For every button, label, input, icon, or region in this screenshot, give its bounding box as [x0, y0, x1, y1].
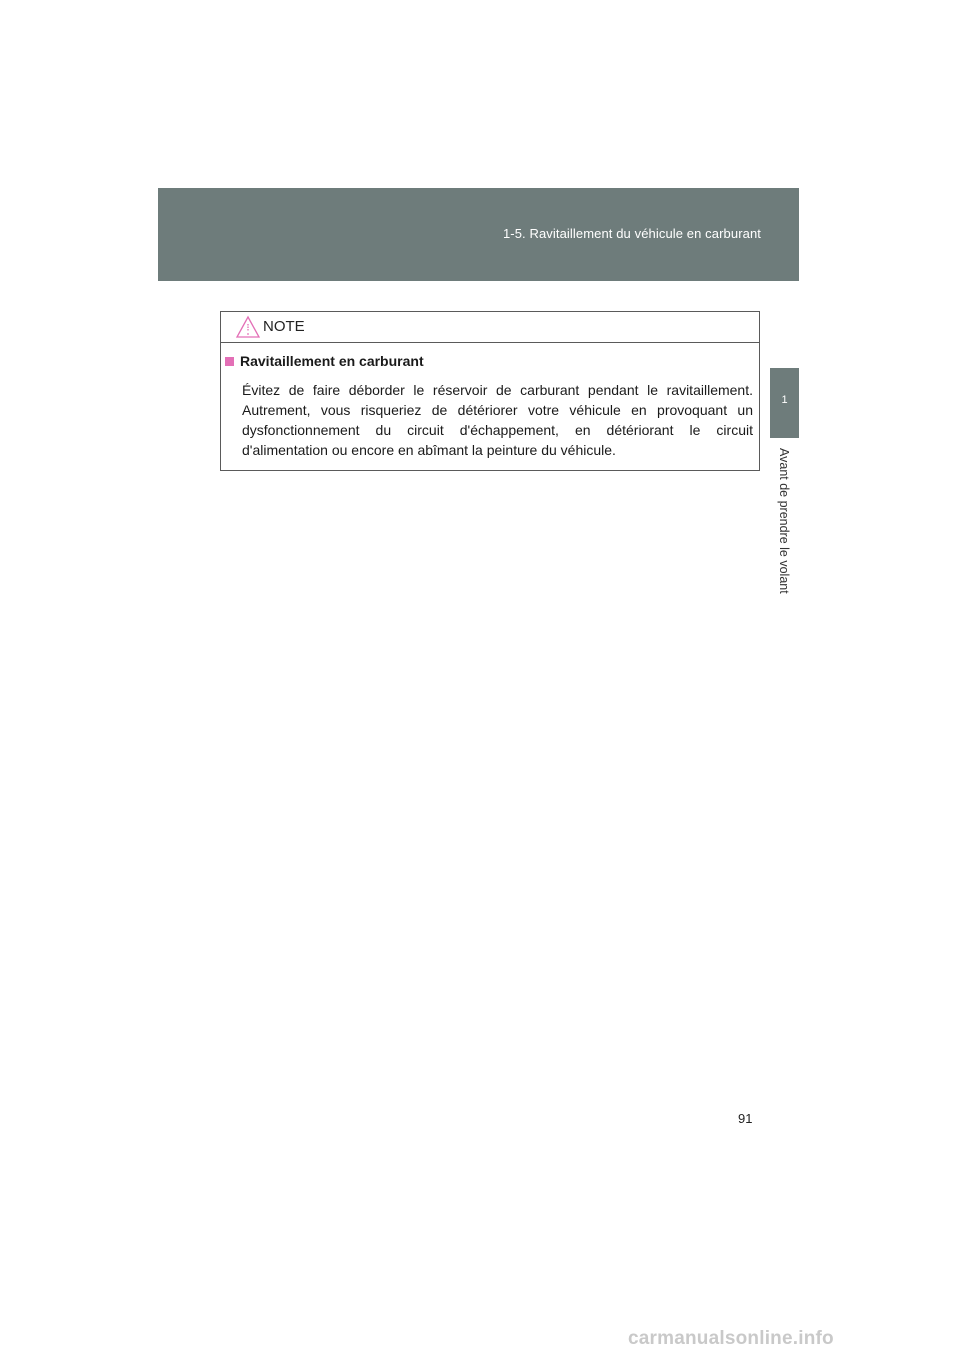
- warning-triangle-icon: [235, 315, 261, 339]
- note-box: [220, 311, 760, 471]
- note-heading: [225, 353, 753, 369]
- page-number: 91: [738, 1111, 753, 1126]
- note-paragraph: Évitez de faire déborder le réservoir de carburant pendant le ravitaillement. Autrement, vous risqueriez de détériorer votre véhicule en provoquant un dysfonctionnement du circuit d'échappement, en détériorant le circuit d'alimentation ou encore en abîmant la peinture du véhicule.: [242, 382, 753, 458]
- note-title: NOTE: [263, 318, 305, 335]
- square-bullet-icon: [225, 357, 234, 366]
- watermark: carmanualsonline.info: [628, 1328, 834, 1349]
- note-heading-text: Ravitaillement en carburant: [240, 353, 424, 369]
- header-band: [158, 188, 799, 281]
- chapter-side-label-text: Avant de prendre le volant: [777, 448, 791, 594]
- chapter-number: 1: [781, 394, 788, 406]
- note-body: [221, 343, 759, 460]
- note-header: [221, 312, 759, 343]
- chapter-tab: [770, 368, 799, 438]
- section-title: 1-5. Ravitaillement du véhicule en carburant: [502, 226, 761, 241]
